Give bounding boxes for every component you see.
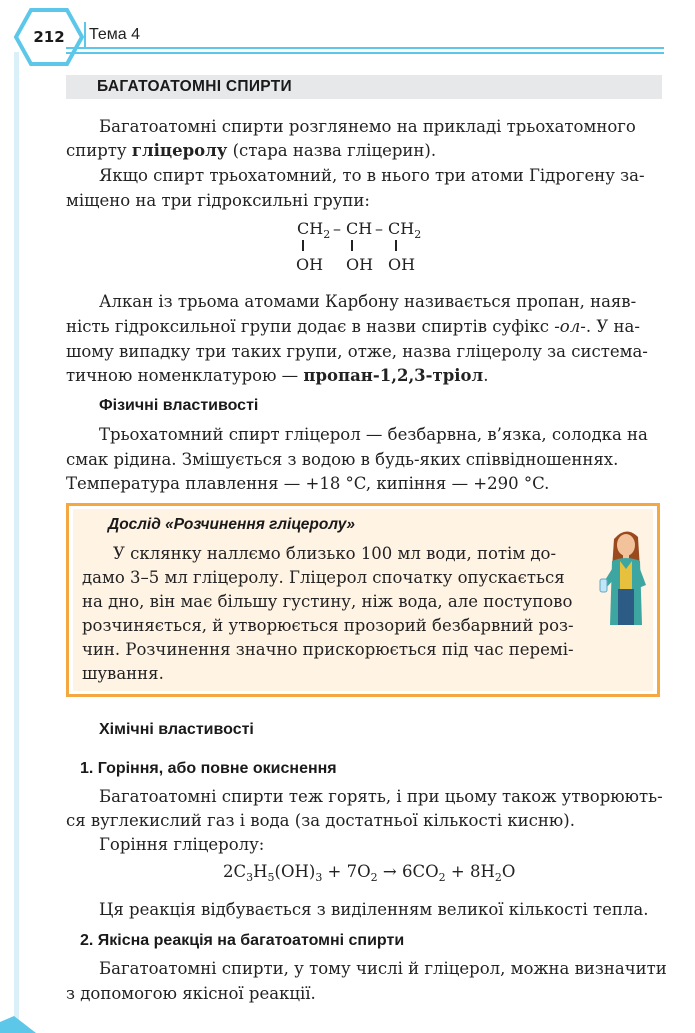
- formula-group-ch2-right: $CH_2$: [388, 219, 422, 241]
- suffix-ol: -ол-: [554, 317, 586, 336]
- page-number-badge: [14, 7, 84, 67]
- header-rule-vertical: [84, 22, 86, 48]
- physical-properties-heading: Фізичні властивості: [99, 397, 259, 414]
- text-line: чин. Розчинення значно прискорюється під час перемі-: [82, 640, 574, 659]
- section-title: БАГАТОАТОМНІ СПИРТИ: [97, 78, 292, 95]
- subsection-combustion-heading: 1. Горіння, або повне окиснення: [80, 760, 337, 777]
- text-line: У склянку наллємо близько 100 мл води, потім до-: [113, 544, 557, 563]
- page-number: 212: [33, 28, 65, 46]
- text-line: міщено на три гідроксильні групи:: [66, 191, 370, 210]
- text-line: Якщо спирт трьохатомний, то в нього три атоми Гідрогену за-: [99, 166, 645, 185]
- text-line: Трьохатомний спирт гліцерол — безбарвна, в’язка, солодка на: [99, 425, 648, 444]
- term-glycerol: гліцеролу: [131, 141, 228, 160]
- text-line: смак рідина. Змішується з водою в будь-яких співвідношеннях.: [66, 450, 619, 469]
- combustion-equation: $2C_3H_5(OH)_3 + 7O_2 \to 6CO_2 + 8H_2O$: [223, 862, 516, 884]
- text-line: тичною номенклатурою — пропан-1,2,3-тріол.: [66, 366, 489, 385]
- text-line: Алкан із трьома атомами Карбону називається пропан, наяв-: [99, 292, 637, 311]
- subsection-qualitative-heading: 2. Якісна реакція на багатоатомні спирти: [80, 932, 405, 949]
- text-line: на дно, він має більшу густину, ніж вода, але поступово: [82, 592, 573, 611]
- formula-oh: OH: [346, 255, 374, 274]
- formula-oh: OH: [388, 255, 416, 274]
- text-line: шування.: [82, 664, 164, 683]
- text-line: Горіння гліцеролу:: [99, 835, 265, 854]
- header-rule-top: [66, 47, 664, 49]
- text-line: спирту гліцеролу (стара назва гліцерин).: [66, 141, 437, 160]
- experiment-title: Дослід «Розчинення гліцеролу»: [108, 516, 356, 533]
- text-line: ність гідроксильної групи додає в назви спиртів суфікс -ол-. У на-: [66, 317, 640, 336]
- formula-bond: –: [333, 219, 341, 238]
- text-line: ся вуглекислий газ і вода (за достатньої кількості кисню).: [66, 811, 575, 830]
- systematic-name: пропан-1,2,3-тріол: [303, 366, 484, 385]
- text-line: Багатоатомні спирти теж горять, і при цьому також утворюють-: [99, 787, 663, 806]
- text-line: Температура плавлення — +18 °C, кипіння — +290 °C.: [66, 474, 550, 493]
- side-margin-strip: [14, 52, 19, 1022]
- corner-accent-icon: [0, 1012, 40, 1033]
- text-line: шому випадку три таких групи, отже, назва гліцеролу за система-: [66, 342, 648, 361]
- header-rule-bottom: [66, 52, 664, 54]
- text-line: Багатоатомні спирти розглянемо на прикладі трьохатомного: [99, 117, 636, 136]
- text-line: з допомогою якісної реакції.: [66, 984, 316, 1003]
- vertical-bond: [351, 240, 353, 251]
- text-line: дамо 3–5 мл гліцеролу. Гліцерол спочатку опускається: [82, 568, 565, 587]
- text-line: Багатоатомні спирти, у тому числі й гліцерол, можна визначити: [99, 959, 667, 978]
- text-line: розчиняється, й утворюється прозорий безбарвний роз-: [82, 616, 574, 635]
- text-line: Ця реакція відбувається з виділенням великої кількості тепла.: [99, 900, 649, 919]
- formula-oh: OH: [296, 255, 324, 274]
- vertical-bond: [395, 240, 397, 251]
- chemical-properties-heading: Хімічні властивості: [99, 721, 254, 738]
- formula-bond: –: [375, 219, 383, 238]
- topic-label: Тема 4: [89, 26, 141, 43]
- formula-group-ch2-left: $CH_2$: [297, 219, 331, 241]
- vertical-bond: [302, 240, 304, 251]
- formula-group-ch: CH: [346, 219, 373, 238]
- scientist-illustration: [596, 525, 652, 627]
